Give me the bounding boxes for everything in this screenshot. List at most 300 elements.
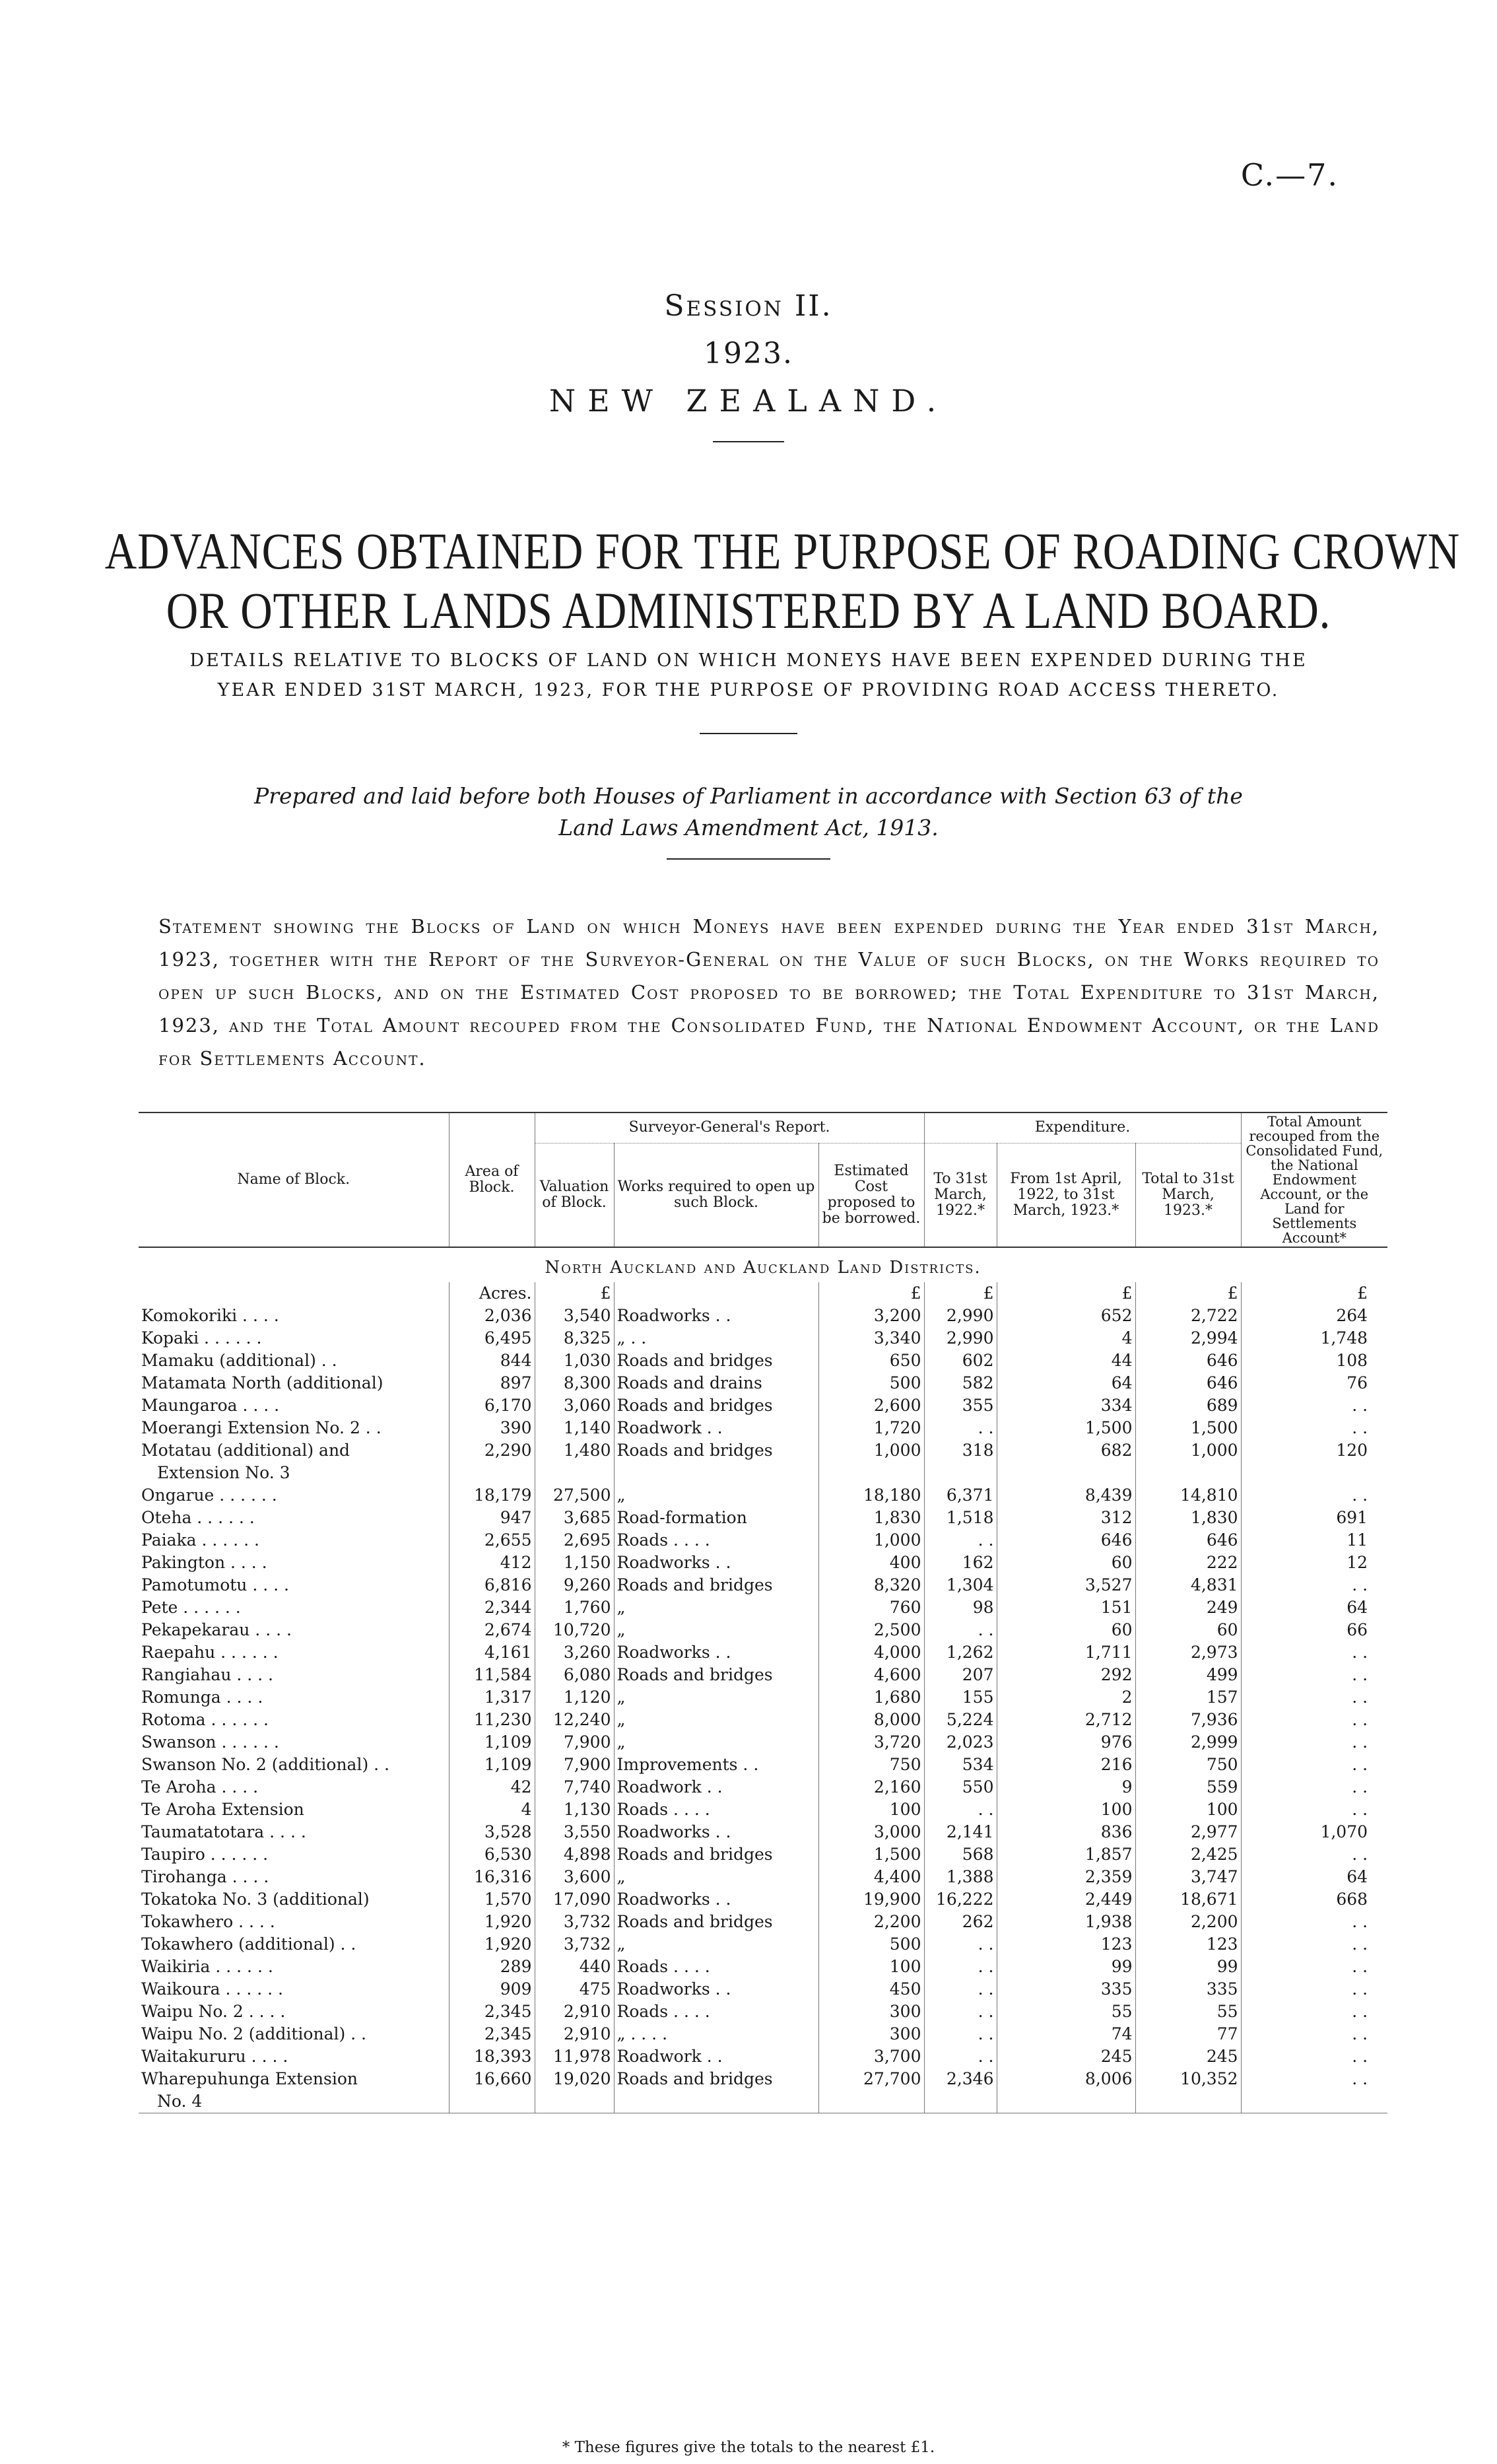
table-row <box>139 1731 1387 1754</box>
recouped-cell: . . <box>1241 1798 1387 1821</box>
blocks-table <box>139 1112 1387 2113</box>
total-1923-cell: 2,200 <box>1135 1911 1241 1933</box>
total-1923-cell: 249 <box>1135 1596 1241 1619</box>
from-1922-cell: 216 <box>997 1754 1135 1776</box>
area-cell: 18,179 <box>449 1484 535 1507</box>
name-cell: Paiaka . . . . . . <box>141 1530 259 1550</box>
recouped-cell: . . <box>1241 1911 1387 1933</box>
total-1923-cell: 559 <box>1135 1776 1241 1798</box>
table-header <box>139 1112 1387 1247</box>
estimated-cell: 760 <box>818 1596 924 1619</box>
from-1922-cell: 1,500 <box>997 1417 1135 1439</box>
estimated-cell: 300 <box>818 2001 924 2023</box>
from-1922-cell: 2,712 <box>997 1709 1135 1731</box>
recouped-cell: . . <box>1241 1641 1387 1664</box>
to-1922-cell: 2,023 <box>924 1731 997 1754</box>
estimated-cell: 4,400 <box>818 1866 924 1888</box>
main-title-line-2: OR OTHER LANDS ADMINISTERED BY A LAND BOARD. <box>166 582 1331 639</box>
details-line-2: YEAR ENDED 31ST MARCH, 1923, FOR THE PURPOSE OF PROVIDING ROAD ACCESS THERETO. <box>217 680 1280 701</box>
to-1922-cell: 2,990 <box>924 1327 997 1350</box>
estimated-cell: 4,000 <box>818 1641 924 1664</box>
recouped-cell: 108 <box>1241 1350 1387 1372</box>
session-label: Session II. <box>664 289 833 323</box>
area-cell: 11,230 <box>449 1709 535 1731</box>
table-row <box>139 1529 1387 1552</box>
valuation-cell: 8,300 <box>535 1372 614 1394</box>
estimated-cell: 500 <box>818 1372 924 1394</box>
from-1922-cell: 646 <box>997 1529 1135 1552</box>
area-cell: 2,290 <box>449 1439 535 1484</box>
recouped-cell: 64 <box>1241 1866 1387 1888</box>
works-cell: Roads and bridges <box>614 1439 818 1484</box>
estimated-cell: 2,160 <box>818 1776 924 1798</box>
table-row <box>139 1507 1387 1529</box>
valuation-cell: 6,080 <box>535 1664 614 1686</box>
to-1922-cell: . . <box>924 1619 997 1641</box>
from-1922-cell: 60 <box>997 1619 1135 1641</box>
table-row <box>139 1552 1387 1574</box>
total-1923-cell: 3,747 <box>1135 1866 1241 1888</box>
valuation-cell: 1,150 <box>535 1552 614 1574</box>
to-1922-cell: . . <box>924 1956 997 1978</box>
header-total-1923: Total to 31st March, 1923.* <box>1135 1143 1241 1247</box>
name-cell: Te Aroha . . . . <box>141 1777 259 1797</box>
works-cell: Roadworks . . <box>614 1978 818 2001</box>
to-1922-cell: 5,224 <box>924 1709 997 1731</box>
works-cell: Roads and bridges <box>614 1664 818 1686</box>
area-cell: 947 <box>449 1507 535 1529</box>
total-1923-cell: 7,936 <box>1135 1709 1241 1731</box>
recouped-cell: 264 <box>1241 1305 1387 1327</box>
area-cell: 6,170 <box>449 1394 535 1417</box>
recouped-cell: . . <box>1241 1956 1387 1978</box>
valuation-cell: 3,260 <box>535 1641 614 1664</box>
name-line: Motatau (additional) and <box>141 1441 350 1460</box>
prepared-line-1: Prepared and laid before both Houses of Parliament in accordance with Section 63 of the <box>254 783 1243 809</box>
recouped-cell: . . <box>1241 1843 1387 1866</box>
valuation-cell: 12,240 <box>535 1709 614 1731</box>
to-1922-cell: 98 <box>924 1596 997 1619</box>
works-cell: „ <box>614 1866 818 1888</box>
area-cell: 2,344 <box>449 1596 535 1619</box>
total-1923-cell: 1,500 <box>1135 1417 1241 1439</box>
name-cell: Pamotumotu . . . . <box>141 1575 289 1594</box>
total-1923-cell: 14,810 <box>1135 1484 1241 1507</box>
header-works: Works required to open up such Block. <box>614 1143 818 1247</box>
to-1922-cell: 155 <box>924 1686 997 1709</box>
area-cell: 1,109 <box>449 1754 535 1776</box>
from-1922-cell: 976 <box>997 1731 1135 1754</box>
recouped-cell: . . <box>1241 1664 1387 1686</box>
recouped-cell: 1,748 <box>1241 1327 1387 1350</box>
name-cell: Romunga . . . . <box>141 1688 263 1707</box>
name-cell: Waipu No. 2 (additional) . . <box>141 2024 367 2043</box>
recouped-cell: . . <box>1241 2001 1387 2023</box>
valuation-cell: 3,060 <box>535 1394 614 1417</box>
recouped-cell: . . <box>1241 1394 1387 1417</box>
to-1922-cell: 1,518 <box>924 1507 997 1529</box>
from-1922-cell: 55 <box>997 2001 1135 2023</box>
to-1922-cell: 534 <box>924 1754 997 1776</box>
recouped-cell: . . <box>1241 1686 1387 1709</box>
area-cell: 18,393 <box>449 2045 535 2068</box>
total-1923-cell: 646 <box>1135 1529 1241 1552</box>
area-cell: 289 <box>449 1956 535 1978</box>
valuation-cell: 7,900 <box>535 1731 614 1754</box>
area-cell: 3,528 <box>449 1821 535 1843</box>
works-cell: Roads and drains <box>614 1372 818 1394</box>
area-cell: 897 <box>449 1372 535 1394</box>
from-1922-cell: 123 <box>997 1933 1135 1956</box>
unit-area: Acres. <box>449 1282 535 1305</box>
table-row <box>139 2068 1387 2113</box>
area-cell: 1,920 <box>449 1933 535 1956</box>
works-cell: Roadworks . . <box>614 1821 818 1843</box>
from-1922-cell: 4 <box>997 1327 1135 1350</box>
estimated-cell: 100 <box>818 1798 924 1821</box>
table-row <box>139 1305 1387 1327</box>
valuation-cell: 19,020 <box>535 2068 614 2113</box>
table-row <box>139 1574 1387 1596</box>
from-1922-cell: 8,439 <box>997 1484 1135 1507</box>
works-cell: „ <box>614 1686 818 1709</box>
from-1922-cell: 292 <box>997 1664 1135 1686</box>
name-cell: Pekapekarau . . . . <box>141 1620 292 1639</box>
estimated-cell: 1,000 <box>818 1529 924 1552</box>
recouped-cell: . . <box>1241 1574 1387 1596</box>
valuation-cell: 3,550 <box>535 1821 614 1843</box>
valuation-cell: 3,732 <box>535 1911 614 1933</box>
total-1923-cell: 2,973 <box>1135 1641 1241 1664</box>
to-1922-cell: . . <box>924 2001 997 2023</box>
from-1922-cell: 1,857 <box>997 1843 1135 1866</box>
to-1922-cell: . . <box>924 1933 997 1956</box>
from-1922-cell: 1,711 <box>997 1641 1135 1664</box>
header-estimated: Estimated Cost proposed to be borrowed. <box>818 1143 924 1247</box>
table-row <box>139 1372 1387 1394</box>
header-recouped: Total Amount recouped from the Consolidated Fund, the National Endowment Account, or the Land for Settlements Account* <box>1241 1112 1387 1247</box>
works-cell: Roads and bridges <box>614 1574 818 1596</box>
statement-paragraph: Statement showing the Blocks of Land on which Moneys have been expended during the Year ended 31st March, 1923, together with the Report of the Surveyor-General on the Value of such Blocks, on the Works required to open up such Blocks, and on the Estimated Cost proposed to be borrowed; the Total Expenditure to 31st March, 1923, and the Total Amount recouped from the Consolidated Fund, the National Endowment Account, or the Land for Settlements Account. <box>158 915 1380 1070</box>
table-row <box>139 1933 1387 1956</box>
valuation-cell: 2,910 <box>535 2023 614 2045</box>
valuation-cell: 1,140 <box>535 1417 614 1439</box>
area-cell: 16,316 <box>449 1866 535 1888</box>
table-row <box>139 1754 1387 1776</box>
unit-estimated: £ <box>818 1282 924 1305</box>
total-1923-cell: 1,830 <box>1135 1507 1241 1529</box>
area-cell: 1,920 <box>449 1911 535 1933</box>
works-cell: Roads . . . . <box>614 2001 818 2023</box>
to-1922-cell: 6,371 <box>924 1484 997 1507</box>
valuation-cell: 1,760 <box>535 1596 614 1619</box>
estimated-cell: 650 <box>818 1350 924 1372</box>
name-cell: Waitakururu . . . . <box>141 2047 288 2066</box>
from-1922-cell: 334 <box>997 1394 1135 1417</box>
works-cell: „ <box>614 1933 818 1956</box>
from-1922-cell: 682 <box>997 1439 1135 1484</box>
table-row <box>139 2045 1387 2068</box>
estimated-cell: 19,900 <box>818 1888 924 1911</box>
total-1923-cell: 123 <box>1135 1933 1241 1956</box>
table-row <box>139 1798 1387 1821</box>
table-row <box>139 1350 1387 1372</box>
recouped-cell: . . <box>1241 1731 1387 1754</box>
to-1922-cell: 602 <box>924 1350 997 1372</box>
valuation-cell: 2,695 <box>535 1529 614 1552</box>
recouped-cell: . . <box>1241 1417 1387 1439</box>
to-1922-cell: 1,304 <box>924 1574 997 1596</box>
name-cell: Tirohanga . . . . <box>141 1867 269 1886</box>
works-cell: „ <box>614 1619 818 1641</box>
valuation-cell: 1,030 <box>535 1350 614 1372</box>
from-1922-cell: 64 <box>997 1372 1135 1394</box>
area-cell: 844 <box>449 1350 535 1372</box>
works-cell: „ <box>614 1596 818 1619</box>
from-1922-cell: 836 <box>997 1821 1135 1843</box>
divider-rule <box>713 441 784 442</box>
table-row <box>139 1484 1387 1507</box>
header-surveyor-group: Surveyor-General's Report. <box>535 1112 924 1143</box>
from-1922-cell: 335 <box>997 1978 1135 2001</box>
name-cell: Pakington . . . . <box>141 1553 267 1572</box>
name-cell <box>139 2068 449 2113</box>
recouped-cell: 11 <box>1241 1529 1387 1552</box>
estimated-cell: 3,200 <box>818 1305 924 1327</box>
estimated-cell: 500 <box>818 1933 924 1956</box>
table-body <box>139 1247 1387 2113</box>
from-1922-cell: 312 <box>997 1507 1135 1529</box>
total-1923-cell: 2,425 <box>1135 1843 1241 1866</box>
total-1923-cell: 4,831 <box>1135 1574 1241 1596</box>
area-cell: 2,674 <box>449 1619 535 1641</box>
recouped-cell: 1,070 <box>1241 1821 1387 1843</box>
valuation-cell: 3,600 <box>535 1866 614 1888</box>
estimated-cell: 1,680 <box>818 1686 924 1709</box>
total-1923-cell: 10,352 <box>1135 2068 1241 2113</box>
total-1923-cell: 750 <box>1135 1754 1241 1776</box>
to-1922-cell: . . <box>924 1798 997 1821</box>
to-1922-cell: 262 <box>924 1911 997 1933</box>
to-1922-cell: 2,990 <box>924 1305 997 1327</box>
works-cell: Road-formation <box>614 1507 818 1529</box>
recouped-cell: 668 <box>1241 1888 1387 1911</box>
to-1922-cell: 2,346 <box>924 2068 997 2113</box>
name-cell: Komokoriki . . . . <box>141 1306 279 1325</box>
estimated-cell: 4,600 <box>818 1664 924 1686</box>
total-1923-cell: 55 <box>1135 2001 1241 2023</box>
total-1923-cell: 2,999 <box>1135 1731 1241 1754</box>
area-cell: 909 <box>449 1978 535 2001</box>
to-1922-cell: . . <box>924 2045 997 2068</box>
name-cell: Matamata North (additional) <box>141 1373 383 1392</box>
estimated-cell: 1,830 <box>818 1507 924 1529</box>
estimated-cell: 1,720 <box>818 1417 924 1439</box>
from-1922-cell: 151 <box>997 1596 1135 1619</box>
area-cell: 6,530 <box>449 1843 535 1866</box>
from-1922-cell: 2,449 <box>997 1888 1135 1911</box>
area-cell: 2,036 <box>449 1305 535 1327</box>
recouped-cell: 66 <box>1241 1619 1387 1641</box>
total-1923-cell: 222 <box>1135 1552 1241 1574</box>
estimated-cell: 1,000 <box>818 1439 924 1484</box>
from-1922-cell: 8,006 <box>997 2068 1135 2113</box>
recouped-cell: . . <box>1241 2023 1387 2045</box>
valuation-cell: 17,090 <box>535 1888 614 1911</box>
valuation-cell: 475 <box>535 1978 614 2001</box>
document-reference: C.—7. <box>1240 157 1339 193</box>
recouped-cell: . . <box>1241 1754 1387 1776</box>
name-cell: Swanson . . . . . . <box>141 1732 279 1752</box>
recouped-cell: 120 <box>1241 1439 1387 1484</box>
valuation-cell: 1,130 <box>535 1798 614 1821</box>
to-1922-cell: . . <box>924 1417 997 1439</box>
valuation-cell: 3,540 <box>535 1305 614 1327</box>
name-cell: Taupiro . . . . . . <box>141 1845 269 1864</box>
name-cell: Waipu No. 2 . . . . <box>141 2002 286 2021</box>
total-1923-cell: 2,994 <box>1135 1327 1241 1350</box>
name-cell: Te Aroha Extension <box>141 1800 304 1819</box>
valuation-cell: 8,325 <box>535 1327 614 1350</box>
to-1922-cell: 582 <box>924 1372 997 1394</box>
estimated-cell: 300 <box>818 2023 924 2045</box>
area-cell: 42 <box>449 1776 535 1798</box>
details-line-1: DETAILS RELATIVE TO BLOCKS OF LAND ON WHICH MONEYS HAVE BEEN EXPENDED DURING THE <box>189 650 1308 671</box>
unit-from-1922: £ <box>997 1282 1135 1305</box>
recouped-cell: 691 <box>1241 1507 1387 1529</box>
estimated-cell: 100 <box>818 1956 924 1978</box>
to-1922-cell: 568 <box>924 1843 997 1866</box>
valuation-cell: 2,910 <box>535 2001 614 2023</box>
prepared-line-2: Land Laws Amendment Act, 1913. <box>558 815 939 840</box>
name-cell: Kopaki . . . . . . <box>141 1328 262 1348</box>
recouped-cell: . . <box>1241 2045 1387 2068</box>
total-1923-cell: 335 <box>1135 1978 1241 2001</box>
name-cell: Moerangi Extension No. 2 . . <box>141 1418 382 1437</box>
to-1922-cell: 355 <box>924 1394 997 1417</box>
table-row <box>139 1417 1387 1439</box>
main-title-line-1: ADVANCES OBTAINED FOR THE PURPOSE OF ROADING CROWN <box>104 522 1461 580</box>
table-row <box>139 1843 1387 1866</box>
from-1922-cell: 74 <box>997 2023 1135 2045</box>
area-cell: 2,345 <box>449 2001 535 2023</box>
area-cell: 1,570 <box>449 1888 535 1911</box>
to-1922-cell: 1,388 <box>924 1866 997 1888</box>
works-cell: Roadwork . . <box>614 1776 818 1798</box>
estimated-cell: 8,320 <box>818 1574 924 1596</box>
valuation-cell: 27,500 <box>535 1484 614 1507</box>
works-cell: Roads and bridges <box>614 1843 818 1866</box>
to-1922-cell: . . <box>924 2023 997 2045</box>
estimated-cell: 18,180 <box>818 1484 924 1507</box>
header-area: Area of Block. <box>449 1112 535 1247</box>
works-cell: Improvements . . <box>614 1754 818 1776</box>
name-cell: Tokawhero (additional) . . <box>141 1934 356 1954</box>
valuation-cell: 10,720 <box>535 1619 614 1641</box>
table-row <box>139 1327 1387 1350</box>
header-to-1922: To 31st March, 1922.* <box>924 1143 997 1247</box>
works-cell: Roads and bridges <box>614 2068 818 2113</box>
table-row <box>139 2001 1387 2023</box>
estimated-cell: 2,500 <box>818 1619 924 1641</box>
name-cell: Waikoura . . . . . . <box>141 1979 283 1999</box>
recouped-cell: . . <box>1241 1776 1387 1798</box>
blocks-table-container <box>139 1112 1387 2113</box>
from-1922-cell: 44 <box>997 1350 1135 1372</box>
year-label: 1923. <box>704 337 793 370</box>
recouped-cell: 76 <box>1241 1372 1387 1394</box>
from-1922-cell: 99 <box>997 1956 1135 1978</box>
total-1923-cell: 77 <box>1135 2023 1241 2045</box>
name-cell: Ongarue . . . . . . <box>141 1486 277 1505</box>
works-cell: „ <box>614 1709 818 1731</box>
name-cell: Waikiria . . . . . . <box>141 1957 273 1976</box>
unit-name <box>139 1282 449 1305</box>
table-row <box>139 1394 1387 1417</box>
table-row <box>139 1978 1387 2001</box>
header-from-1922: From 1st April, 1922, to 31st March, 1923.* <box>997 1143 1135 1247</box>
works-cell: Roadwork . . <box>614 1417 818 1439</box>
total-1923-cell: 646 <box>1135 1372 1241 1394</box>
table-row <box>139 1776 1387 1798</box>
valuation-cell: 1,120 <box>535 1686 614 1709</box>
estimated-cell: 2,600 <box>818 1394 924 1417</box>
name-cell: Oteha . . . . . . <box>141 1508 255 1527</box>
total-1923-cell: 499 <box>1135 1664 1241 1686</box>
estimated-cell: 3,720 <box>818 1731 924 1754</box>
country-label: NEW ZEALAND. <box>549 383 948 419</box>
area-cell: 2,345 <box>449 2023 535 2045</box>
to-1922-cell: 550 <box>924 1776 997 1798</box>
total-1923-cell: 2,977 <box>1135 1821 1241 1843</box>
valuation-cell: 4,898 <box>535 1843 614 1866</box>
works-cell: „ . . <box>614 1327 818 1350</box>
area-cell: 4 <box>449 1798 535 1821</box>
valuation-cell: 1,480 <box>535 1439 614 1484</box>
from-1922-cell: 2 <box>997 1686 1135 1709</box>
from-1922-cell: 652 <box>997 1305 1135 1327</box>
from-1922-cell: 2,359 <box>997 1866 1135 1888</box>
total-1923-cell: 100 <box>1135 1798 1241 1821</box>
from-1922-cell: 1,938 <box>997 1911 1135 1933</box>
unit-to-1922: £ <box>924 1282 997 1305</box>
name-line-continued: No. 4 <box>157 2092 203 2111</box>
to-1922-cell: 2,141 <box>924 1821 997 1843</box>
to-1922-cell: 1,262 <box>924 1641 997 1664</box>
area-cell: 2,655 <box>449 1529 535 1552</box>
recouped-cell: . . <box>1241 1484 1387 1507</box>
total-1923-cell: 60 <box>1135 1619 1241 1641</box>
table-row <box>139 1686 1387 1709</box>
estimated-cell: 3,700 <box>818 2045 924 2068</box>
estimated-cell: 3,340 <box>818 1327 924 1350</box>
estimated-cell: 1,500 <box>818 1843 924 1866</box>
area-cell: 16,660 <box>449 2068 535 2113</box>
total-1923-cell: 2,722 <box>1135 1305 1241 1327</box>
name-cell: Tokatoka No. 3 (additional) <box>141 1890 370 1909</box>
total-1923-cell: 157 <box>1135 1686 1241 1709</box>
estimated-cell: 400 <box>818 1552 924 1574</box>
works-cell: Roadwork . . <box>614 2045 818 2068</box>
estimated-cell: 750 <box>818 1754 924 1776</box>
header-expenditure-group: Expenditure. <box>924 1112 1241 1143</box>
name-cell: Mamaku (additional) . . <box>141 1351 337 1370</box>
name-cell: Raepahu . . . . . . <box>141 1643 279 1662</box>
valuation-cell: 3,732 <box>535 1933 614 1956</box>
works-cell: Roadworks . . <box>614 1305 818 1327</box>
section-heading: North Auckland and Auckland Land Districts. <box>545 1258 981 1278</box>
area-cell: 11,584 <box>449 1664 535 1686</box>
